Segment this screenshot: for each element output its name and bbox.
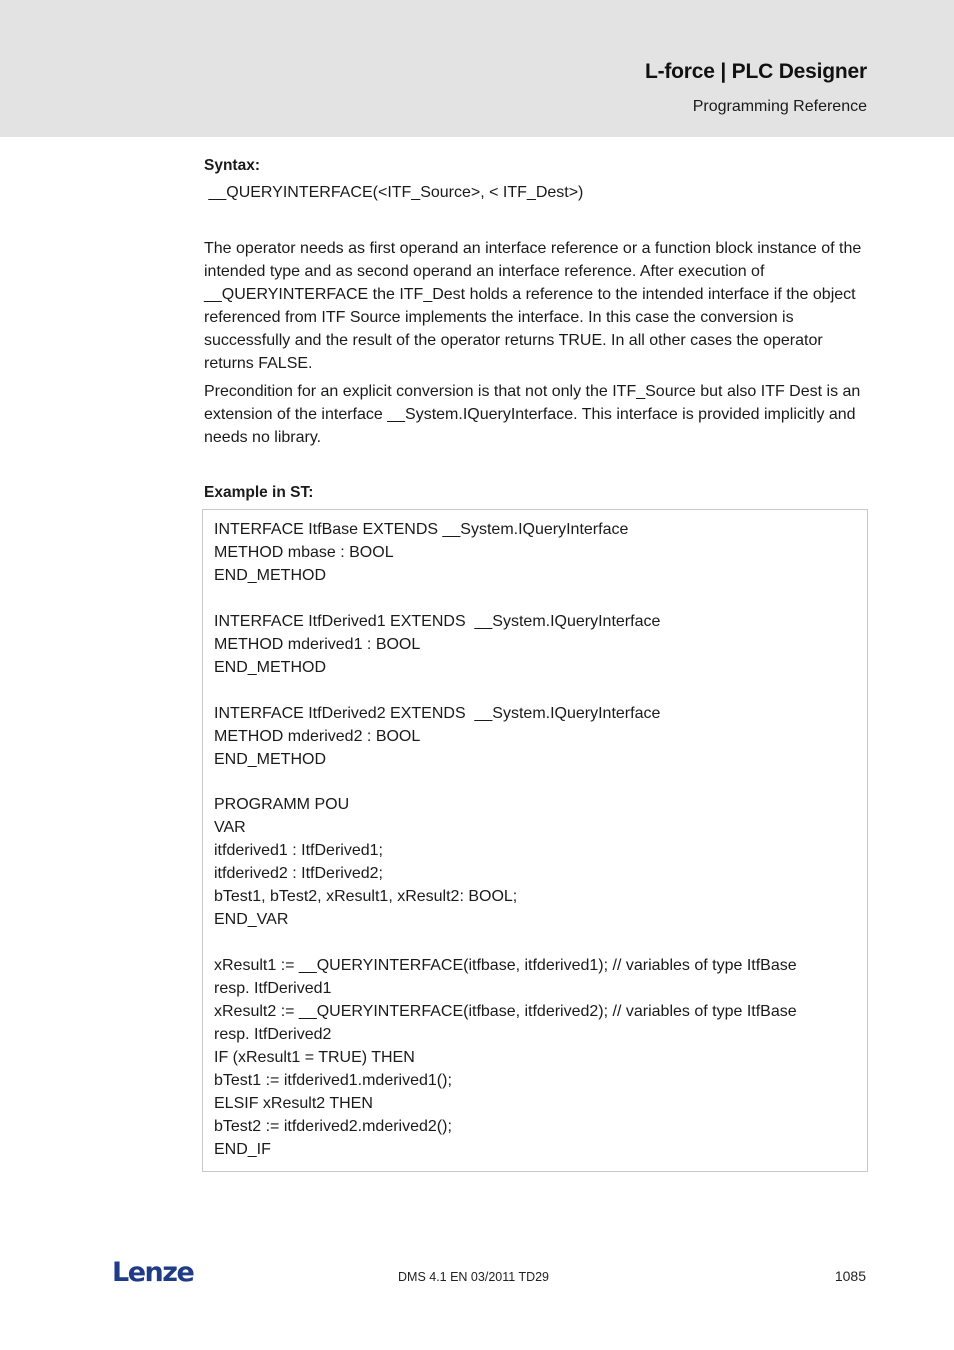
code-line bbox=[214, 680, 857, 703]
code-line: itfderived2 : ItfDerived2; bbox=[214, 865, 383, 883]
code-line bbox=[214, 588, 857, 611]
example-label: Example in ST: bbox=[204, 484, 314, 501]
code-line: END_IF bbox=[214, 1140, 271, 1158]
page-number: 1085 bbox=[834, 1268, 866, 1284]
document-subtitle: Programming Reference bbox=[692, 98, 867, 115]
precondition-paragraph: Precondition for an explicit conversion is that not only the ITF_Source but also ITF Dest is an extension of the interface __System.IQueryInterface. This interface is provided implicitly and needs no library. bbox=[204, 383, 861, 446]
code-line: METHOD mderived2 : BOOL bbox=[214, 727, 421, 745]
code-line: resp. ItfDerived1 bbox=[214, 980, 332, 997]
code-line: resp. ItfDerived2 bbox=[214, 1025, 332, 1043]
syntax-signature: __QUERYINTERFACE(<ITF_Source>, < ITF_Dest>) bbox=[204, 184, 584, 201]
code-line: PROGRAMM POU bbox=[214, 796, 350, 814]
code-line: METHOD mderived1 : BOOL bbox=[214, 635, 421, 653]
code-line: xResult1 := __QUERYINTERFACE(itfbase, itfderived1); // variables of type ItfBase bbox=[214, 957, 797, 975]
code-line: bTest1, bTest2, xResult1, xResult2: BOOL; bbox=[214, 888, 518, 906]
code-line: END_METHOD bbox=[214, 750, 327, 768]
code-line: INTERFACE ItfDerived1 EXTENDS __System.IQueryInterface bbox=[214, 612, 661, 630]
code-line: METHOD mbase : BOOL bbox=[214, 543, 394, 561]
code-line: END_METHOD bbox=[214, 658, 327, 676]
document-id: DMS 4.1 EN 03/2011 TD29 bbox=[398, 1270, 550, 1284]
description-section bbox=[204, 237, 868, 449]
code-example-box bbox=[202, 509, 868, 1172]
syntax-section bbox=[204, 154, 868, 204]
code-line: ELSIF xResult2 THEN bbox=[214, 1094, 373, 1112]
description-paragraph: The operator needs as first operand an interface reference or a function block instance of the intended type and as second operand an interface reference. After execution of __QUERYINTERFACE the ITF_Dest holds a reference to the intended interface if the object referenced from ITF Source implements the interface. In this case the conversion is successfully and the result of the operator returns TRUE. In all other cases the operator returns FALSE. bbox=[204, 240, 862, 372]
code-line: INTERFACE ItfDerived2 EXTENDS __System.IQueryInterface bbox=[214, 704, 661, 722]
code-line: END_METHOD bbox=[214, 566, 327, 584]
code-line: bTest1 := itfderived1.mderived1(); bbox=[214, 1071, 452, 1089]
code-line: IF (xResult1 = TRUE) THEN bbox=[214, 1048, 415, 1066]
syntax-label: Syntax: bbox=[204, 157, 260, 174]
code-line: VAR bbox=[214, 819, 246, 837]
code-line bbox=[214, 771, 857, 794]
code-line: bTest2 := itfderived2.mderived2(); bbox=[214, 1117, 452, 1135]
document-title: L-force | PLC Designer bbox=[644, 60, 867, 83]
lenze-logo: Lenze bbox=[112, 1257, 194, 1288]
code-line bbox=[214, 932, 857, 955]
example-heading bbox=[204, 481, 868, 504]
code-line: END_VAR bbox=[214, 911, 289, 929]
code-line: INTERFACE ItfBase EXTENDS __System.IQueryInterface bbox=[214, 521, 629, 538]
code-line: itfderived1 : ItfDerived1; bbox=[214, 842, 383, 860]
code-line: xResult2 := __QUERYINTERFACE(itfbase, itfderived2); // variables of type ItfBase bbox=[214, 1002, 797, 1020]
page-header bbox=[0, 0, 954, 137]
